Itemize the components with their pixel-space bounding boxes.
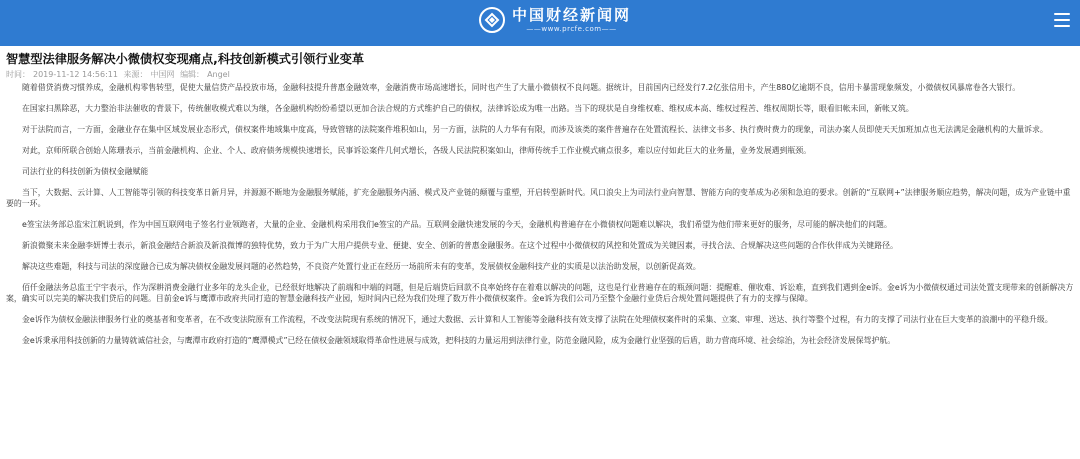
- meta-time: 2019-11-12 14:56:11: [33, 70, 118, 79]
- meta-source: 中国网: [150, 70, 175, 79]
- article-title: 智慧型法律服务解决小微债权变现痛点,科技创新模式引领行业变革: [6, 52, 365, 66]
- article-paragraph: e签宝法务部总监宋江帆说到，作为中国互联网电子签名行业领跑者，大量的企业、金融机构采用我们e签宝的产品。互联网金融快速发展的今天，金融机构普遍存在小微债权问题难以解决，我们希望为他们带来更好的服务，尽可能的解决他们的问题。: [22, 220, 892, 229]
- article-subheading: 司法行业的科技创新为债权金融赋能: [22, 167, 149, 176]
- article-paragraph: 金e诉秉承用科技创新的力量铸就诚信社会，与鹰潭市政府打造的“鹰潭模式”已经在债权金融领域取得革命性进展与成效，把科技的力量运用到法律行业，防范金融风险，成为金融行业坚强的后盾，助力营商环境、社会综治，为社会经济发展保驾护航。: [22, 336, 896, 345]
- article-paragraph: 随着借贷消费习惯养成，金融机构零售转型，促使大量信贷产品投放市场，金融科技提升普惠金融效率，金融消费市场高速增长，同时也产生了大量小微债权不良问题。据统计，目前国内已经发行7.2亿张信用卡，产生880亿逾期不良，信用卡暴雷现象频发，小微债权风暴席卷各大银行。: [22, 83, 1021, 92]
- meta-editor: Angel: [207, 70, 230, 79]
- article-paragraph: 对此，京师所联合创始人陈珊表示，当前金融机构、企业、个人、政府债务规模快速增长，民事诉讼案件几何式增长，各级人民法院积案如山，律师传统手工作业模式痛点很多，难以应付如此巨大的业务量，业务发展遇到瓶颈。: [22, 146, 812, 155]
- article-meta: [6, 69, 1074, 80]
- article-paragraph: 解决这些难题，科技与司法的深度融合已成为解决债权金融发展问题的必然趋势，不良资产处置行业正在经历一场前所未有的变革，发展债权金融科技产业的实质是以法治助发展，以创新促高效。: [22, 262, 701, 271]
- meta-source-label: 来源：: [123, 70, 148, 79]
- meta-editor-label: 编辑：: [180, 70, 205, 79]
- article-paragraph: 佰仟金融法务总监王宁宇表示，作为深耕消费金融行业多年的龙头企业，已经很好地解决了前端和中端的问题，但是后端贷后回款不良率始终存在着难以解决的问题，这也是行业普遍存在的瓶颈问题：提醒难、催收难、诉讼难，直到我们遇到金e诉。金e诉为小微债权通过司法处置支现带来的创新解决方案，确实可以完美的解决我们贷后的问题。目前金e诉与鹰潭市政府共同打造的智慧金融科技产业园，短时间内已经为我们处理了数万件小微债权案件。金e诉为我们公司乃至整个金融行业贷后合规处置问题提供了有力的支撑与保障。: [6, 283, 1074, 303]
- article-container: [0, 46, 1080, 346]
- site-logo[interactable]: [478, 6, 631, 34]
- meta-time-label: 时间：: [6, 70, 30, 79]
- article-paragraph: 对于法院而言，一方面，金融业存在集中区域发展业态形式，债权案件地域集中度高，导致管辖的法院案件堆积如山，另一方面，法院的人力华有有限，而涉及该类的案件普遍存在处置流程长、法律文书多、执行费时费力的现象，司法办案人员即使天天加班加点也无法满足金融机构的大量诉求。: [22, 125, 1048, 134]
- article-paragraph: 新浪微聚未来金融李妍博士表示，新浪金融结合新浪及新浪微博的独特优势，致力于为广大用户提供专业、便捷、安全、创新的普惠金融服务。在这个过程中小微债权的风控和处置成为关键因素，寻找合法、合规解决这些问题的合作伙伴成为关键路径。: [22, 241, 898, 250]
- article-paragraph: 当下，大数据、云计算、人工智能等引领的科技变革日新月异，并源源不断地为金融服务赋能，扩充金融服务内涵、模式及产业链的颠覆与重塑，开启转型新时代。风口浪尖上为司法行业向智慧、智能方向的变革成为必须和急迫的要求。创新的“互联网+”法律服务顺应趋势，解决问题，成为产业链中重要的一环。: [6, 188, 1071, 208]
- site-logo-icon: [478, 6, 506, 34]
- article-body: [6, 82, 1074, 346]
- article-paragraph: 金e诉作为债权金融法律服务行业的奠基者和变革者，在不改变法院原有工作流程，不改变法院现有系统的情况下，通过大数据、云计算和人工智能等金融科技有效支撑了法院在处理债权案件时的采集、立案、审理、送达、执行等整个过程，有力的支撑了司法行业在巨大变革的浪潮中的平稳升级。: [22, 315, 1053, 324]
- site-url: ——www.prcfe.com——: [526, 25, 617, 33]
- article-paragraph: 在国家扫黑除恶，大力整治非法催收的背景下，传统催收模式难以为继，各金融机构纷纷希望以更加合法合规的方式维护自己的债权，法律诉讼成为唯一出路。当下的现状是自身维权难、维权成本高、维权过程苦、维权周期长等，眼看旧帐未回，新帐又筑。: [22, 104, 914, 113]
- hamburger-menu-icon[interactable]: [1054, 13, 1070, 29]
- site-name: 中国财经新闻网: [512, 6, 632, 24]
- top-navigation-bar: [0, 0, 1080, 46]
